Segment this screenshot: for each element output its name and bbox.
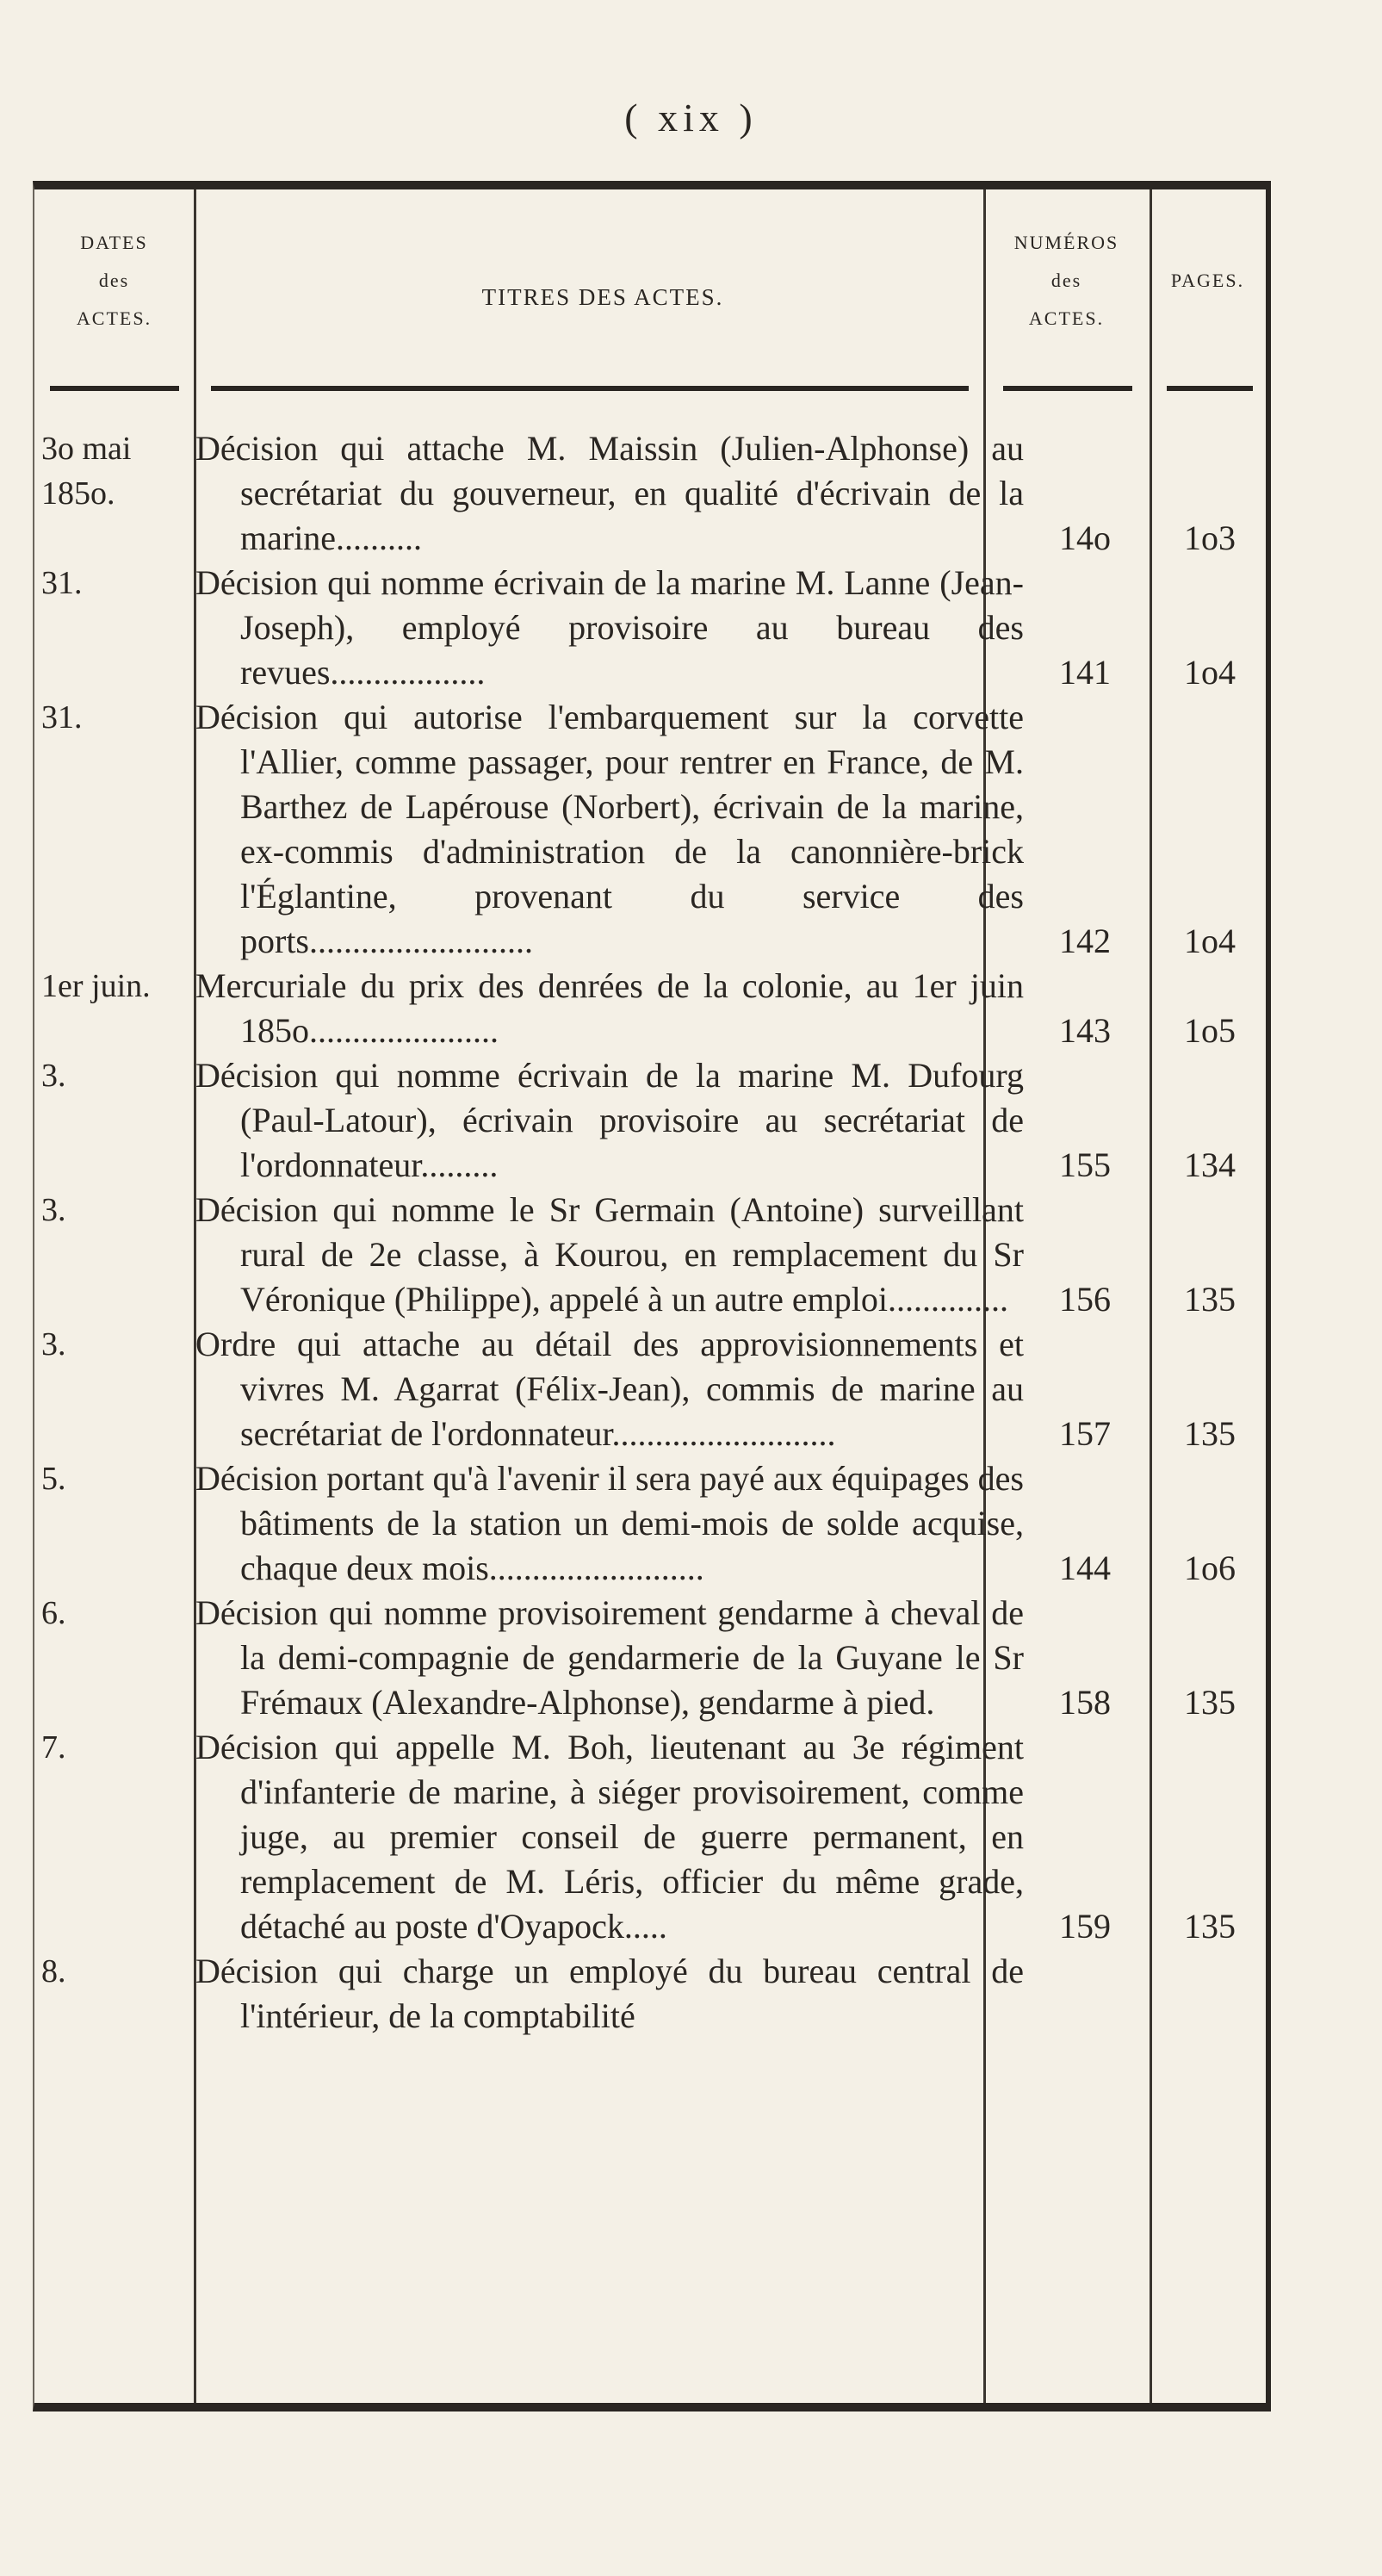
row-date: 8. [41,1953,66,1989]
row-date: 5. [41,1461,66,1497]
row-page: 1o4 [1184,653,1236,692]
row-page: 1o4 [1184,922,1236,960]
row-number: 14o [1059,518,1111,557]
row-title: Décision qui charge un employé du bureau central de l'intérieur, de la comptabilité [195,1952,1024,2035]
table-row [34,1456,1266,1591]
row-date: 6. [41,1595,66,1631]
header-numeros-line: ACTES. [1028,307,1105,329]
table-row [34,1949,1266,2039]
row-page: 134 [1184,1145,1236,1184]
row-date: 3. [41,1326,66,1362]
row-date: 31. [41,565,83,601]
row-number: 141 [1059,653,1111,692]
row-page: 1o6 [1184,1549,1236,1587]
header-rule [1167,386,1253,391]
row-title: Décision qui nomme écrivain de la marine M. Lanne (Jean-Joseph), employé provisoire au bureau des revues.................. [195,563,1024,692]
table-row [34,964,1266,1053]
row-number: 143 [1059,1011,1111,1050]
row-title: Décision portant qu'à l'avenir il sera payé aux équipages des bâtiments de la station un demi-mois de solde acquise, chaque deux mois......................... [195,1459,1024,1587]
row-title: Décision qui appelle M. Boh, lieutenant au 3e régiment d'infanterie de marine, à siéger provisoirement, comme juge, au premier conseil de guerre permanent, en remplacement de M. Léris, officier du même grade, détaché au poste d'Oyapock..... [195,1728,1024,1946]
row-date: 3. [41,1058,66,1094]
header-numeros [983,224,1150,338]
row-title: Décision qui nomme le Sr Germain (Antoine) surveillant rural de 2e classe, à Kourou, en remplacement du Sr Véronique (Philippe), appelé à un autre emploi.............. [195,1190,1024,1319]
row-date: 31. [41,699,83,736]
table-body [34,426,1266,2039]
header-titles: TITRES DES ACTES. [481,284,724,310]
row-title: Décision qui nomme provisoirement gendarme à cheval de la demi-compagnie de gendarmerie de la Guyane le Sr Frémaux (Alexandre-Alphonse), gendarme à pied. [195,1593,1024,1722]
header-dates-line: des [98,270,130,291]
header-rule [50,386,179,391]
row-title: Décision qui autorise l'embarquement sur la corvette l'Allier, comme passager, pour rentrer en France, de M. Barthez de Lapérouse (Norbert), écrivain de la marine, ex-commis d'administration de la canonnière-brick l'Églantine, provenant du service des ports.......................... [195,698,1024,960]
header-dates-line: DATES [80,232,148,253]
row-page: 135 [1184,1280,1236,1319]
table-row [34,1591,1266,1725]
row-date: 1er juin. [41,968,151,1004]
table-row [34,695,1266,964]
row-page: 1o5 [1184,1011,1236,1050]
page-number: ( xix ) [624,96,758,140]
header-dates-line: ACTES. [76,307,152,329]
row-number: 158 [1059,1683,1111,1722]
row-number: 156 [1059,1280,1111,1319]
row-title: Mercuriale du prix des denrées de la colonie, au 1er juin 185o...................... [195,966,1024,1050]
table-row [34,1725,1266,1949]
table-row [34,1188,1266,1322]
table-row [34,561,1266,695]
header-numeros-line: des [1050,270,1082,291]
row-number: 159 [1059,1907,1111,1946]
row-number: 157 [1059,1414,1111,1453]
row-number: 142 [1059,922,1111,960]
header-numeros-line: NUMÉROS [1013,232,1119,253]
row-page: 135 [1184,1907,1236,1946]
row-number: 155 [1059,1145,1111,1184]
header-rule [211,386,969,391]
table-row [34,426,1266,561]
header-rule [1003,386,1132,391]
header-dates [34,224,194,338]
row-page: 135 [1184,1414,1236,1453]
row-date: 7. [41,1729,66,1766]
acts-table [33,181,1271,2412]
row-date: 3o mai 185o. [41,431,132,512]
row-page: 135 [1184,1683,1236,1722]
row-number: 144 [1059,1549,1111,1587]
row-date: 3. [41,1192,66,1228]
table-row [34,1322,1266,1456]
row-title: Décision qui nomme écrivain de la marine M. Dufourg (Paul-Latour), écrivain provisoire au secrétariat de l'ordonnateur......... [195,1056,1024,1184]
table-row [34,1053,1266,1188]
row-page: 1o3 [1184,518,1236,557]
row-title: Décision qui attache M. Maissin (Julien-Alphonse) au secrétariat du gouverneur, en qualité d'écrivain de la marine.......... [195,429,1024,557]
row-title: Ordre qui attache au détail des approvisionnements et vivres M. Agarrat (Félix-Jean), commis de marine au secrétariat de l'ordonnateur.......................... [195,1325,1024,1453]
header-pages: PAGES. [1170,270,1245,291]
